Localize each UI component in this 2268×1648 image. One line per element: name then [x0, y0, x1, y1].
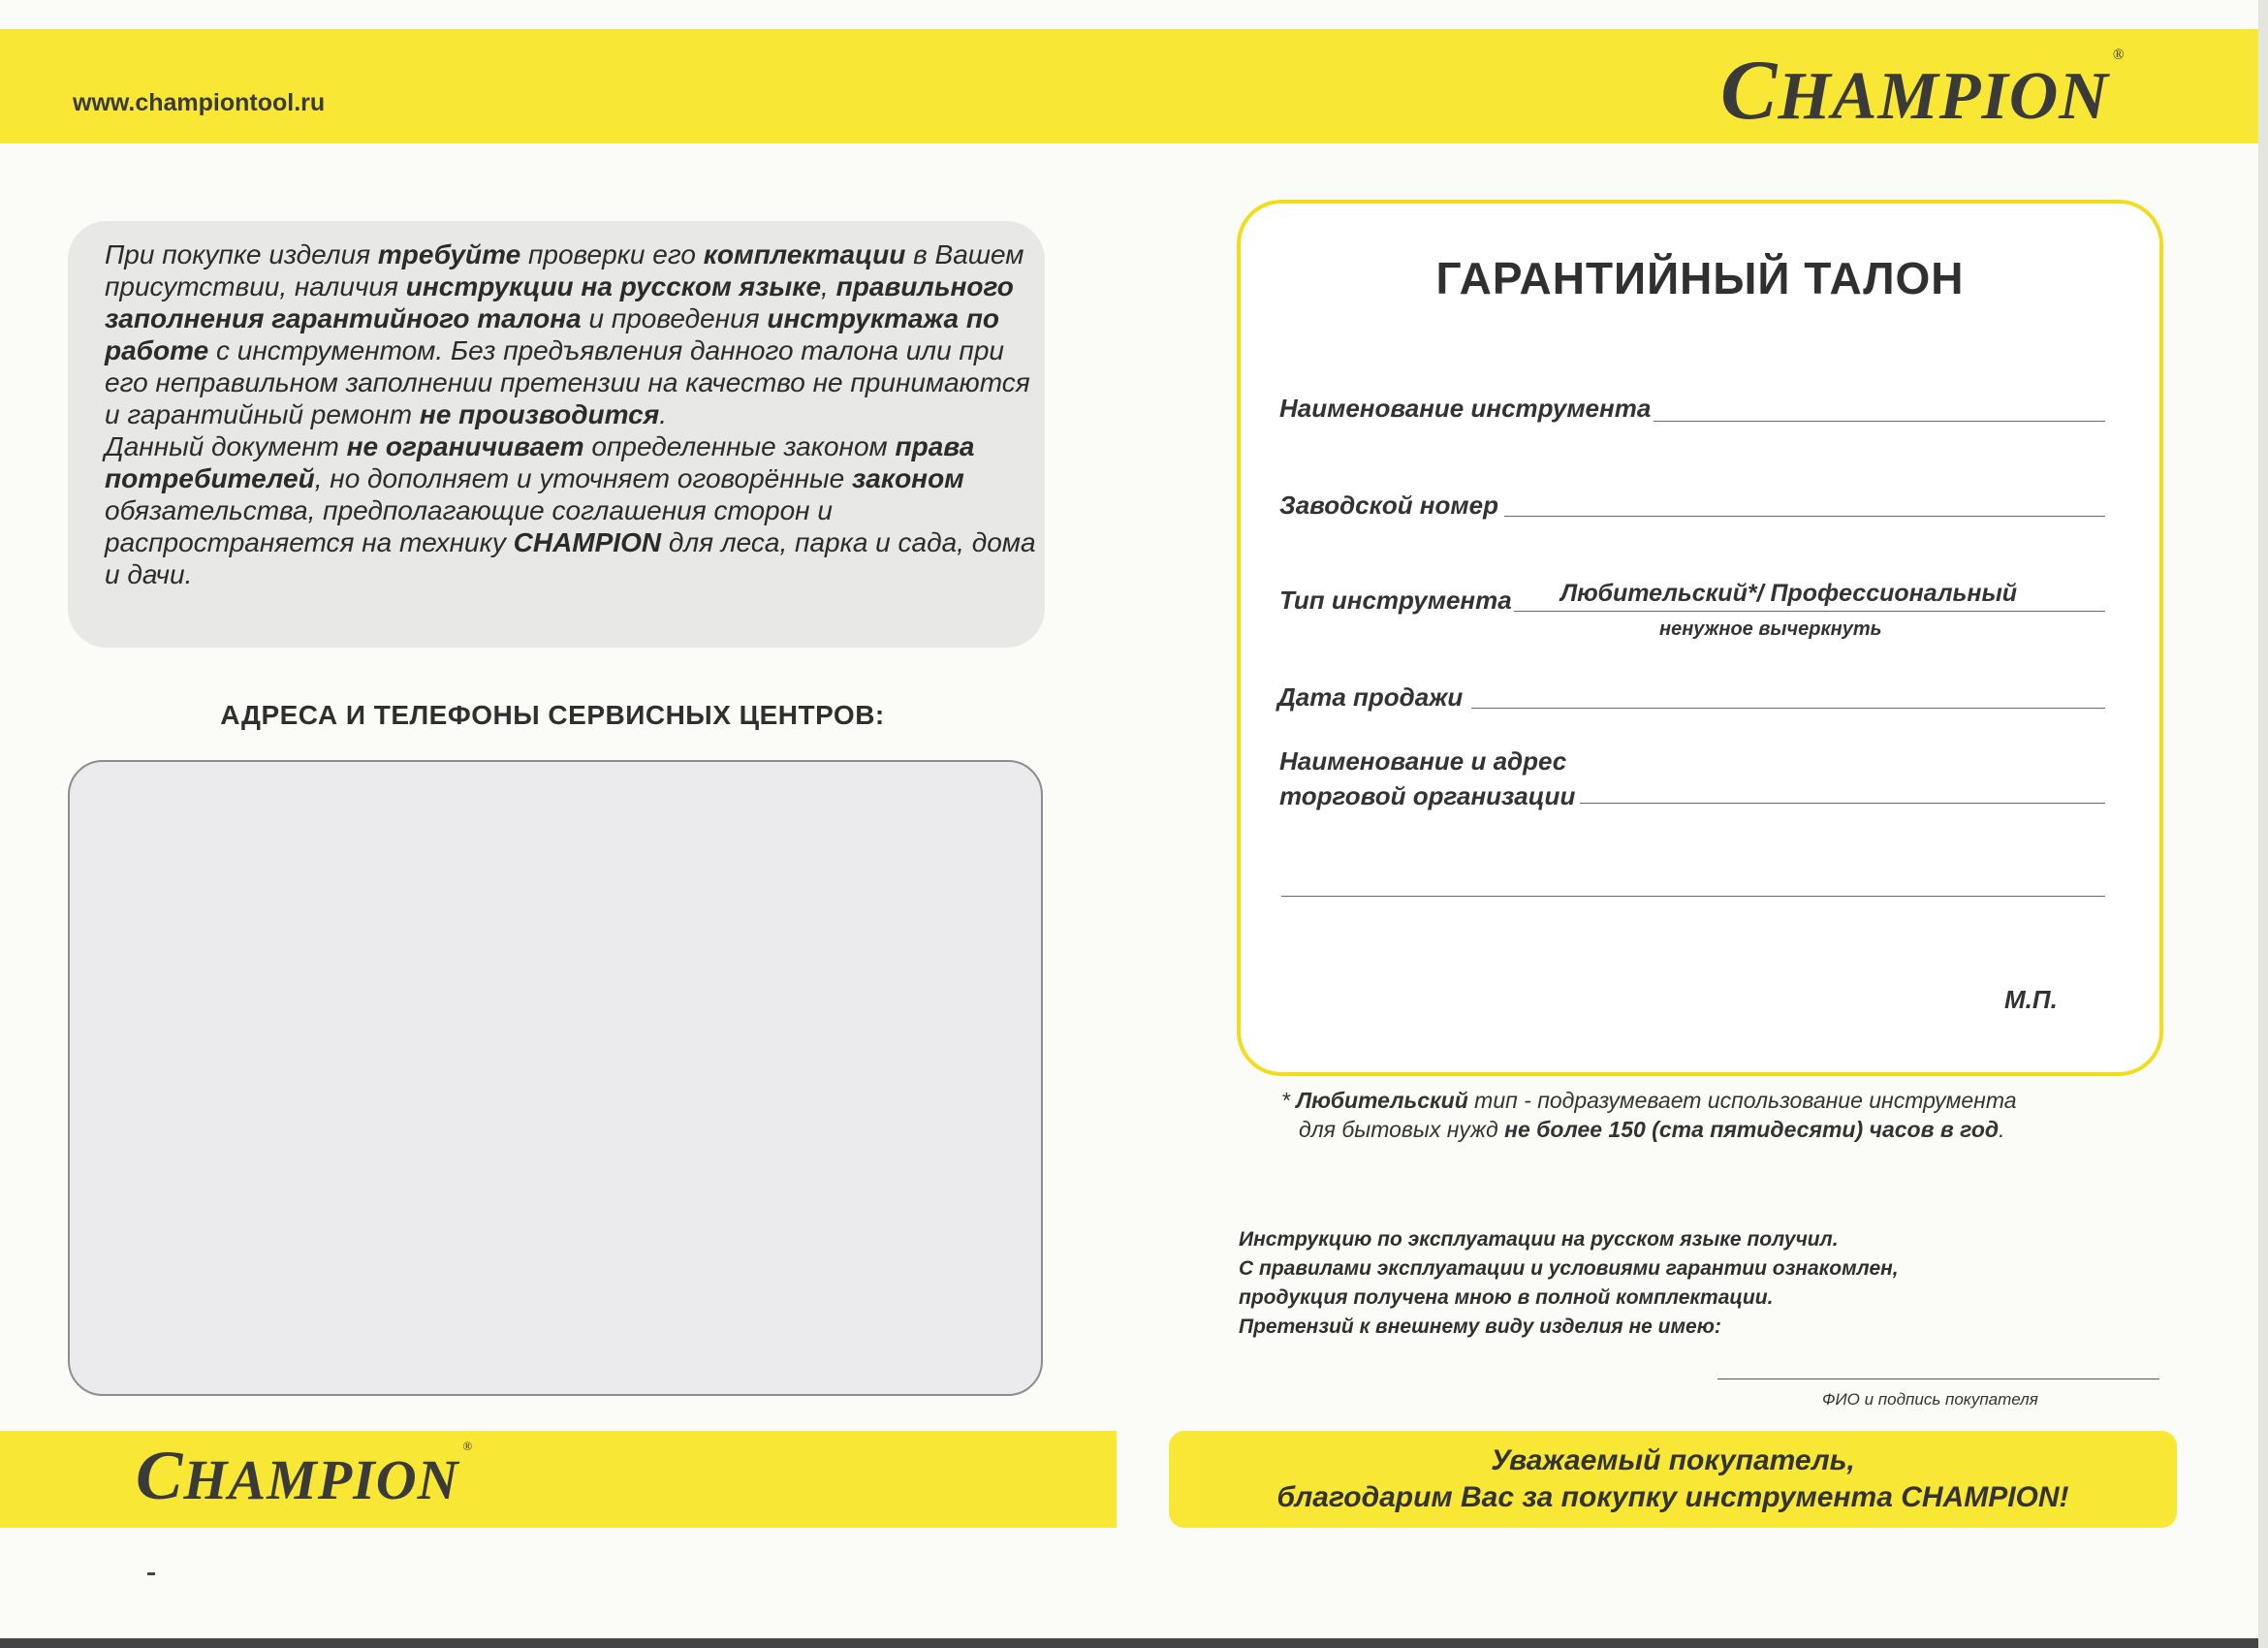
body-text: и проведения: [581, 303, 768, 333]
tool-type-label: Тип инструмента: [1279, 586, 1512, 615]
body-text: При покупке изделия: [105, 239, 378, 269]
body-text: ,: [821, 271, 836, 301]
service-centers-box[interactable]: [68, 760, 1043, 1396]
footnote-amateur: Любительский: [1296, 1088, 1468, 1113]
thanks-line1: Уважаемый покупатель,: [1491, 1444, 1855, 1476]
body-text: определенные законом: [583, 431, 896, 461]
thanks-message: [1169, 1442, 2177, 1516]
emphasis-text: инструкции на русском языке: [405, 271, 822, 301]
footnote-text2: для бытовых нужд: [1299, 1117, 1505, 1142]
registered-mark: ®: [2112, 47, 2126, 64]
tool-type-field[interactable]: [1514, 611, 2105, 612]
registered-mark: ®: [462, 1440, 474, 1454]
tool-type-note: ненужное вычеркнуть: [1659, 618, 1882, 640]
body-text: , но дополняет и уточняет оговорённые: [314, 463, 853, 493]
footnote-text1: тип - подразумевает использование инструмента: [1467, 1088, 2017, 1113]
statement-line: Претензий к внешнему виду изделия не имею:: [1239, 1315, 1721, 1338]
tool-name-label: Наименование инструмента: [1279, 394, 1652, 423]
statement-line: Инструкцию по эксплуатации на русском языке получил.: [1239, 1228, 1839, 1251]
website-url[interactable]: www.championtool.ru: [73, 89, 326, 116]
sale-date-field[interactable]: [1471, 708, 2105, 709]
logo-rest: HAMPION: [183, 1448, 459, 1511]
service-centers-title: АДРЕСА И ТЕЛЕФОНЫ СЕРВИСНЫХ ЦЕНТРОВ:: [220, 700, 885, 730]
thanks-line2: благодарим Вас за покупку инструмента CHAMPION!: [1276, 1481, 2069, 1513]
purchase-instructions: [105, 238, 1045, 590]
champion-logo-top: [1720, 41, 2126, 139]
emphasis-text: требуйте: [377, 239, 521, 269]
scan-mark: [147, 1572, 155, 1575]
emphasis-text: не ограничивает: [346, 431, 584, 461]
footnote-limit: не более 150 (ста пятидесяти) часов в год: [1504, 1117, 2000, 1142]
statement-line: продукция получена мною в полной комплектации.: [1239, 1286, 1774, 1309]
amateur-footnote: [1281, 1086, 2154, 1144]
footnote-end: .: [1999, 1117, 2005, 1142]
org-field-line1[interactable]: [1580, 803, 2105, 804]
stamp-place-label: М.П.: [2004, 985, 2058, 1014]
warranty-card-title: ГАРАНТИЙНЫЙ ТАЛОН: [1435, 253, 1965, 303]
emphasis-text: законом: [852, 463, 964, 493]
body-text: .: [659, 399, 667, 429]
emphasis-text: права потребителей: [105, 431, 975, 493]
page-right-edge: [2258, 0, 2268, 1648]
body-text: обязательства, предполагающие соглашения сторон и распространяется на технику: [105, 495, 833, 557]
instructions-paragraph-2: [105, 430, 1045, 590]
logo-initial: C: [136, 1436, 184, 1514]
serial-number-label: Заводской номер: [1279, 491, 1498, 520]
footnote-line2: [1281, 1115, 2154, 1144]
page-bottom-edge: [0, 1638, 2268, 1648]
org-label-line2: торговой организации: [1279, 781, 1576, 810]
statement-line: С правилами эксплуатации и условиями гарантии ознакомлен,: [1239, 1257, 1899, 1280]
signature-label: ФИО и подпись покупателя: [1822, 1390, 2038, 1409]
emphasis-text: комплектации: [703, 239, 906, 269]
emphasis-text: инструктажа по работе: [105, 303, 1000, 365]
buyer-statement: [1239, 1225, 2111, 1342]
body-text: для леса, парка и сада, дома и дачи.: [105, 527, 1036, 589]
emphasis-text: не производится: [419, 399, 660, 429]
logo-rest: HAMPION: [1778, 59, 2109, 134]
emphasis-text: правильного заполнения гарантийного талона: [105, 271, 1014, 333]
body-text: в Вашем присутствии, наличия: [105, 239, 1024, 301]
champion-logo-bottom: [136, 1435, 473, 1516]
body-text: Данный документ: [105, 431, 347, 461]
serial-number-field[interactable]: [1504, 516, 2105, 517]
org-label-line1: Наименование и адрес: [1279, 746, 1567, 776]
instructions-paragraph-1: [105, 238, 1045, 430]
emphasis-text: CHAMPION: [513, 527, 662, 557]
body-text: с инструментом. Без предъявления данного талона или при его неправильном заполнении претензии на качество не принимаются и гарантийный ремонт: [105, 335, 1030, 429]
org-field-line2[interactable]: [1281, 896, 2105, 897]
body-text: проверки его: [520, 239, 704, 269]
tool-type-options[interactable]: Любительский*/ Профессиональный: [1560, 580, 2018, 607]
tool-name-field[interactable]: [1654, 421, 2105, 422]
footnote-line1: [1281, 1086, 2154, 1115]
sale-date-label: Дата продажи: [1277, 682, 1464, 712]
logo-initial: C: [1720, 43, 1779, 137]
footnote-star: *: [1281, 1088, 1297, 1113]
